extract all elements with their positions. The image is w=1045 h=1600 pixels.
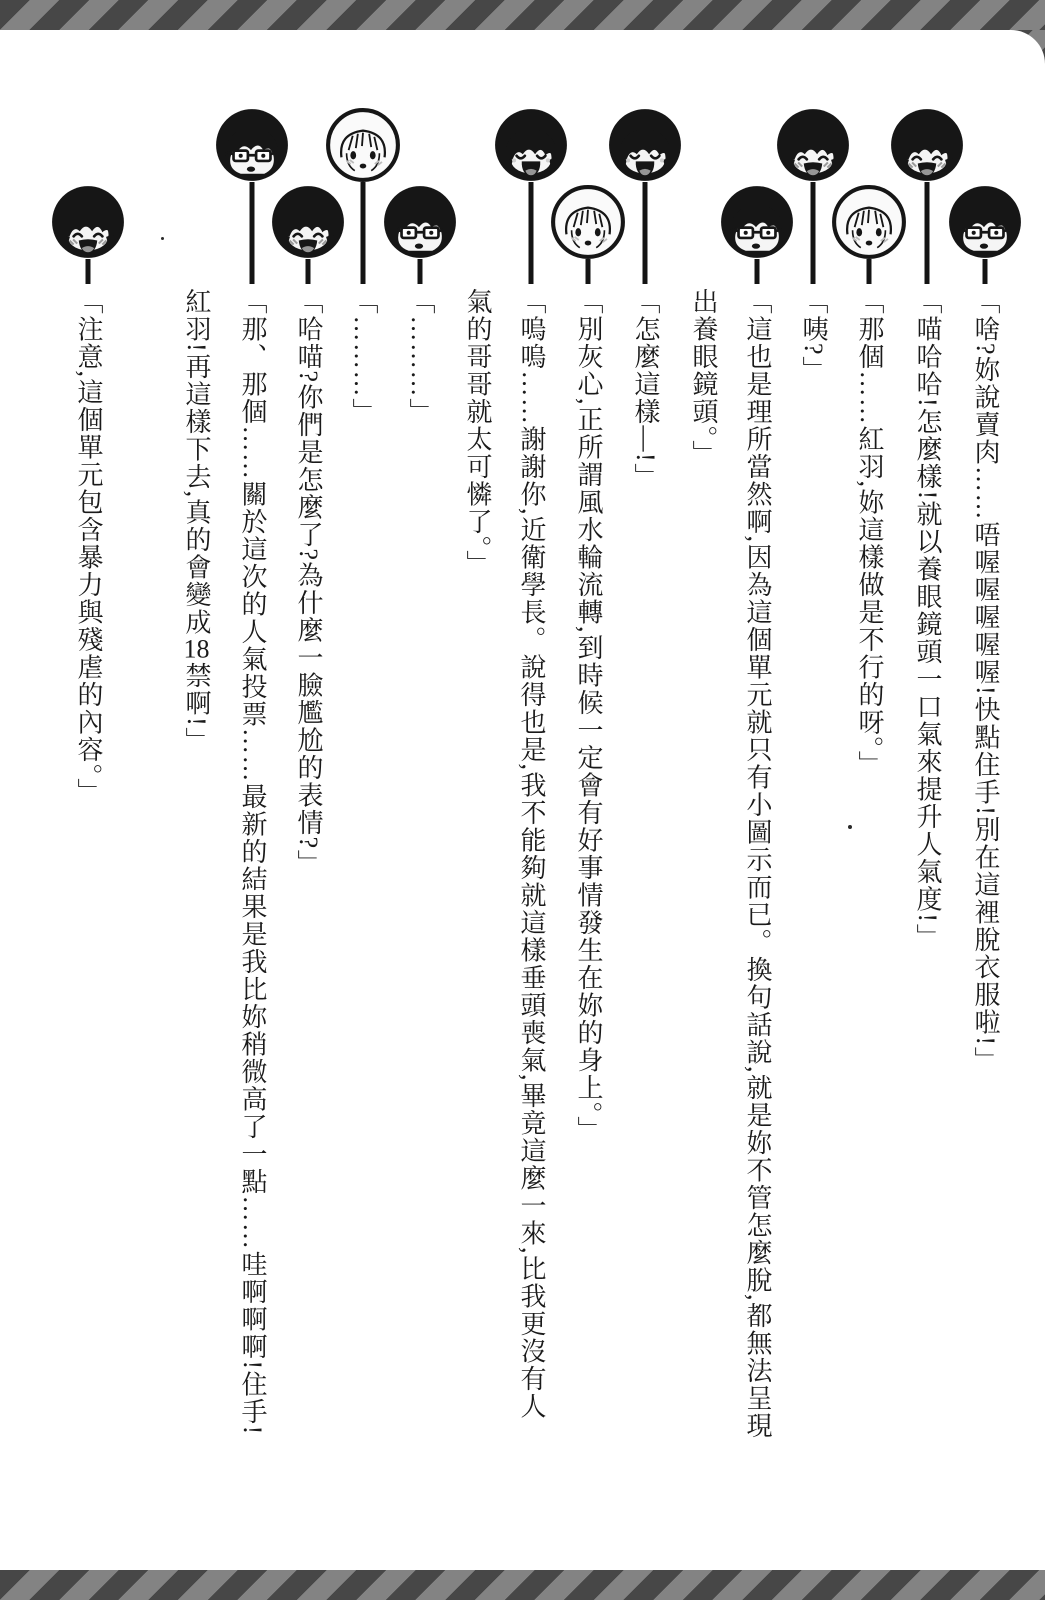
dark-girl-laugh-avatar bbox=[774, 106, 852, 184]
top-right-stripe-corner bbox=[1003, 30, 1045, 64]
vertical-dialogue-text: 「啥?妳說賣肉……唔喔喔喔喔喔!快點住手!別在這裡脫衣服啦!」 bbox=[971, 288, 1000, 1075]
blonde-girl-avatar bbox=[830, 183, 908, 261]
avatar-stem-line bbox=[925, 182, 930, 284]
avatar-stem-line bbox=[811, 182, 816, 284]
dark-girl-laugh-avatar bbox=[888, 106, 966, 184]
vertical-dialogue-text: 「怎麼這樣—!」 bbox=[631, 288, 660, 491]
vertical-dialogue-text: 出養眼鏡頭。」 bbox=[689, 288, 718, 468]
blonde-girl-avatar bbox=[549, 183, 627, 261]
avatar-stem-line bbox=[86, 259, 91, 284]
avatar-stem-line bbox=[867, 259, 872, 284]
tatechuyoko-number: 18 bbox=[183, 636, 210, 663]
top-hazard-stripe-bar bbox=[0, 0, 1045, 30]
avatar-stem-line bbox=[755, 259, 760, 284]
bottom-hazard-stripe-bar bbox=[0, 1570, 1045, 1600]
dark-girl-cry-avatar bbox=[492, 106, 570, 184]
vertical-dialogue-text: 紅羽!再這樣下去,真的會變成18禁啊!」 bbox=[182, 288, 211, 755]
rounded-page-corner bbox=[1003, 30, 1045, 64]
avatar-stem-line bbox=[643, 182, 648, 284]
vertical-dialogue-text: 「咦?」 bbox=[799, 288, 828, 384]
dark-girl-laugh-avatar bbox=[269, 183, 347, 261]
vertical-dialogue-text: 「注意,這個單元包含暴力與殘虐的內容。」 bbox=[74, 288, 103, 806]
vertical-dialogue-text: 「那、那個……關於這次的人氣投票……最新的結果是我比妳稍微高了一點……哇啊啊啊!住手! bbox=[238, 288, 267, 1436]
boy-glasses-avatar bbox=[213, 106, 291, 184]
vertical-dialogue-text: 氣的哥哥就太可憐了。」 bbox=[463, 288, 492, 578]
avatar-stem-line bbox=[250, 182, 255, 284]
avatar-stem-line bbox=[586, 259, 591, 284]
boy-glasses-avatar bbox=[718, 183, 796, 261]
ink-speck bbox=[848, 825, 852, 829]
avatar-stem-line bbox=[983, 259, 988, 284]
avatar-stem-line bbox=[529, 182, 534, 284]
blonde-girl-avatar bbox=[324, 106, 402, 184]
vertical-dialogue-text: 「別灰心,正所謂風水輪流轉,到時候一定會有好事情發生在妳的身上。」 bbox=[574, 288, 603, 1144]
avatar-stem-line bbox=[306, 259, 311, 284]
vertical-dialogue-text: 「這也是理所當然啊,因為這個單元就只有小圖示而已。換句話說,就是妳不管怎麼脫,都無法呈現 bbox=[743, 288, 772, 1440]
vertical-dialogue-text: 「………」 bbox=[406, 288, 435, 426]
dark-girl-cry-avatar bbox=[606, 106, 684, 184]
vertical-dialogue-text: 「那個……紅羽,妳這樣做是不行的呀。」 bbox=[855, 288, 884, 778]
vertical-dialogue-text: 「哈喵?你們是怎麼了?為什麼一臉尷尬的表情?」 bbox=[294, 288, 323, 878]
avatar-stem-line bbox=[418, 259, 423, 284]
vertical-dialogue-text: 「喵哈哈!怎麼樣!就以養眼鏡頭一口氣來提升人氣度!」 bbox=[913, 288, 942, 951]
vertical-dialogue-text: 「嗚嗚……謝謝你,近衛學長。說得也是,我不能夠就這樣垂頭喪氣,畢竟這麼一來,比我更沒有人 bbox=[517, 288, 546, 1420]
dark-girl-laugh-avatar bbox=[49, 183, 127, 261]
vertical-dialogue-text: 「………」 bbox=[349, 288, 378, 426]
avatar-stem-line bbox=[361, 182, 366, 284]
boy-glasses-avatar bbox=[381, 183, 459, 261]
ink-speck bbox=[161, 237, 164, 240]
boy-glasses-avatar bbox=[946, 183, 1024, 261]
